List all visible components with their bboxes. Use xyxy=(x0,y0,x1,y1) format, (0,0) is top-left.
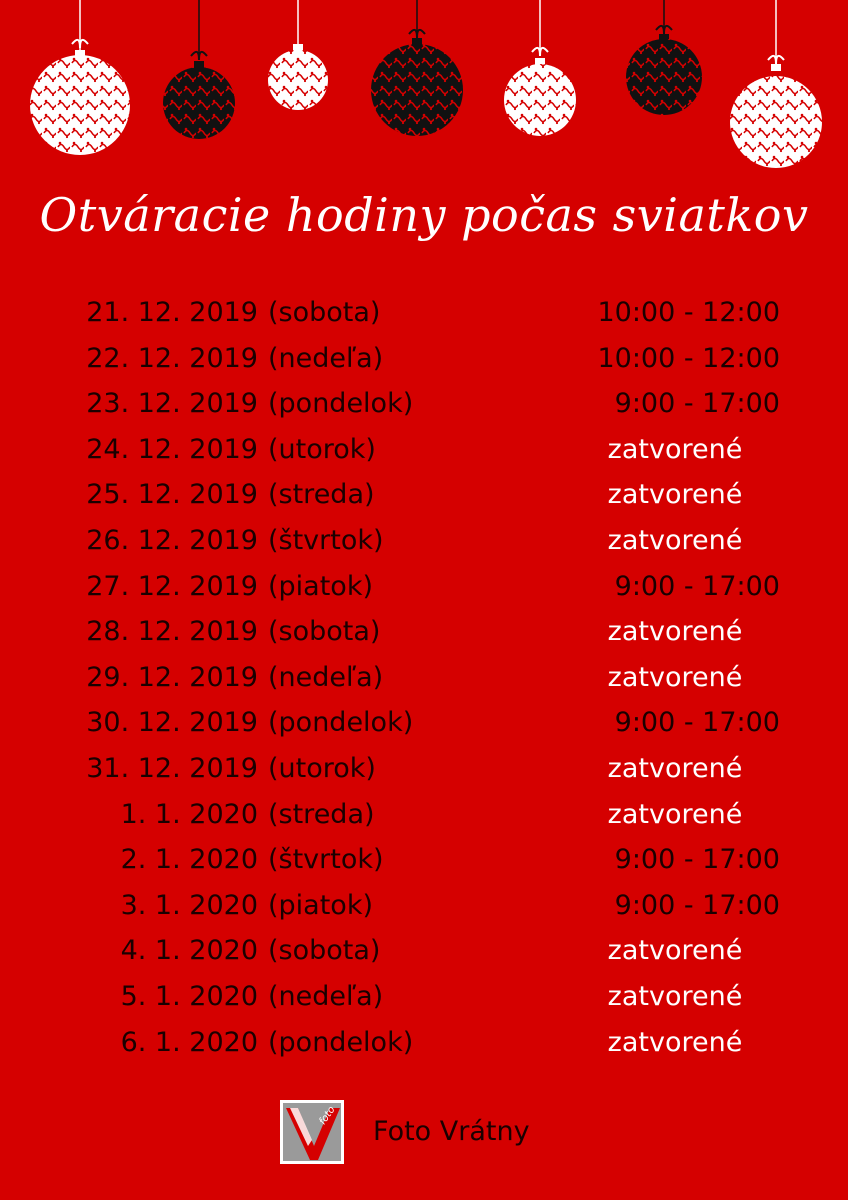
foto-vratny-logo-icon xyxy=(280,1100,344,1164)
schedule-row xyxy=(0,700,848,746)
schedule-closed-label: zatvorené xyxy=(607,980,743,1012)
schedule-weekday: (utorok) xyxy=(268,433,376,465)
schedule-weekday: (nedeľa) xyxy=(268,342,384,374)
schedule-date: 2. 1. 2020 xyxy=(120,844,258,876)
schedule-closed-label: zatvorené xyxy=(607,433,743,465)
schedule-row xyxy=(0,336,848,382)
schedule-closed-label: zatvorené xyxy=(607,616,743,648)
schedule-row xyxy=(0,928,848,974)
schedule-date: 4. 1. 2020 xyxy=(120,935,258,967)
schedule-opening-hours: 9:00 - 17:00 xyxy=(614,570,780,602)
schedule-weekday: (sobota) xyxy=(268,616,381,648)
schedule-date: 28. 12. 2019 xyxy=(86,616,258,648)
schedule-weekday: (sobota) xyxy=(268,297,381,328)
schedule-date: 29. 12. 2019 xyxy=(86,661,258,693)
schedule-weekday: (pondelok) xyxy=(268,388,414,420)
schedule-opening-hours: 9:00 - 17:00 xyxy=(614,707,780,739)
schedule-closed-label: zatvorené xyxy=(607,798,743,830)
ornament-white-icon xyxy=(268,0,328,110)
schedule-row xyxy=(0,974,848,1020)
ornament-white-icon xyxy=(30,0,130,155)
schedule-opening-hours: 9:00 - 17:00 xyxy=(614,889,780,921)
ornament-white-icon xyxy=(504,0,576,136)
schedule-opening-hours: 9:00 - 17:00 xyxy=(614,388,780,420)
schedule-closed-label: zatvorené xyxy=(607,524,743,556)
schedule-date: 22. 12. 2019 xyxy=(86,342,258,374)
schedule-weekday: (sobota) xyxy=(268,935,381,967)
schedule-opening-hours: 10:00 - 12:00 xyxy=(597,342,780,374)
schedule-row xyxy=(0,609,848,655)
schedule-row xyxy=(0,518,848,564)
ornament-black-icon xyxy=(163,0,235,139)
schedule-date: 25. 12. 2019 xyxy=(86,479,258,511)
schedule-weekday: (utorok) xyxy=(268,752,376,784)
schedule-date: 31. 12. 2019 xyxy=(86,752,258,784)
schedule-opening-hours: 10:00 - 12:00 xyxy=(597,297,780,328)
schedule-closed-label: zatvorené xyxy=(607,752,743,784)
svg-text:foto: foto xyxy=(317,1104,338,1127)
schedule-date: 5. 1. 2020 xyxy=(120,980,258,1012)
schedule-date: 6. 1. 2020 xyxy=(120,1026,258,1058)
schedule-date: 26. 12. 2019 xyxy=(86,524,258,556)
ornament-black-icon xyxy=(371,0,463,136)
schedule-opening-hours: 9:00 - 17:00 xyxy=(614,844,780,876)
schedule-date: 23. 12. 2019 xyxy=(86,388,258,420)
schedule-row xyxy=(0,381,848,427)
schedule-row xyxy=(0,472,848,518)
schedule-closed-label: zatvorené xyxy=(607,935,743,967)
schedule-row xyxy=(0,792,848,838)
schedule-weekday: (nedeľa) xyxy=(268,980,384,1012)
schedule-row xyxy=(0,883,848,929)
schedule-weekday: (piatok) xyxy=(268,570,373,602)
schedule-weekday: (streda) xyxy=(268,479,375,511)
schedule-weekday: (piatok) xyxy=(268,889,373,921)
schedule-weekday: (pondelok) xyxy=(268,707,414,739)
schedule-weekday: (nedeľa) xyxy=(268,661,384,693)
schedule-date: 30. 12. 2019 xyxy=(86,707,258,739)
schedule-row xyxy=(0,290,848,336)
schedule-date: 1. 1. 2020 xyxy=(120,798,258,830)
schedule-closed-label: zatvorené xyxy=(607,479,743,511)
schedule-row xyxy=(0,746,848,792)
schedule-row xyxy=(0,564,848,610)
schedule-row xyxy=(0,427,848,473)
page-title: Otváracie hodiny počas sviatkov xyxy=(39,188,809,242)
ornaments-decoration xyxy=(0,0,848,180)
footer xyxy=(0,1098,848,1168)
schedule-row xyxy=(0,837,848,883)
schedule-row xyxy=(0,655,848,701)
schedule-date: 24. 12. 2019 xyxy=(86,433,258,465)
schedule-date: 27. 12. 2019 xyxy=(86,570,258,602)
schedule-closed-label: zatvorené xyxy=(607,1026,743,1058)
schedule-weekday: (streda) xyxy=(268,798,375,830)
schedule-weekday: (štvrtok) xyxy=(268,844,384,876)
ornament-black-icon xyxy=(626,0,702,115)
schedule-weekday: (pondelok) xyxy=(268,1026,414,1058)
ornament-white-icon xyxy=(730,0,822,168)
schedule-date: 3. 1. 2020 xyxy=(120,889,258,921)
schedule-closed-label: zatvorené xyxy=(607,661,743,693)
holiday-schedule xyxy=(0,290,848,1065)
schedule-weekday: (štvrtok) xyxy=(268,524,384,556)
brand-name: Foto Vrátny xyxy=(373,1116,530,1147)
schedule-date: 21. 12. 2019 xyxy=(86,297,258,328)
schedule-row xyxy=(0,1020,848,1066)
